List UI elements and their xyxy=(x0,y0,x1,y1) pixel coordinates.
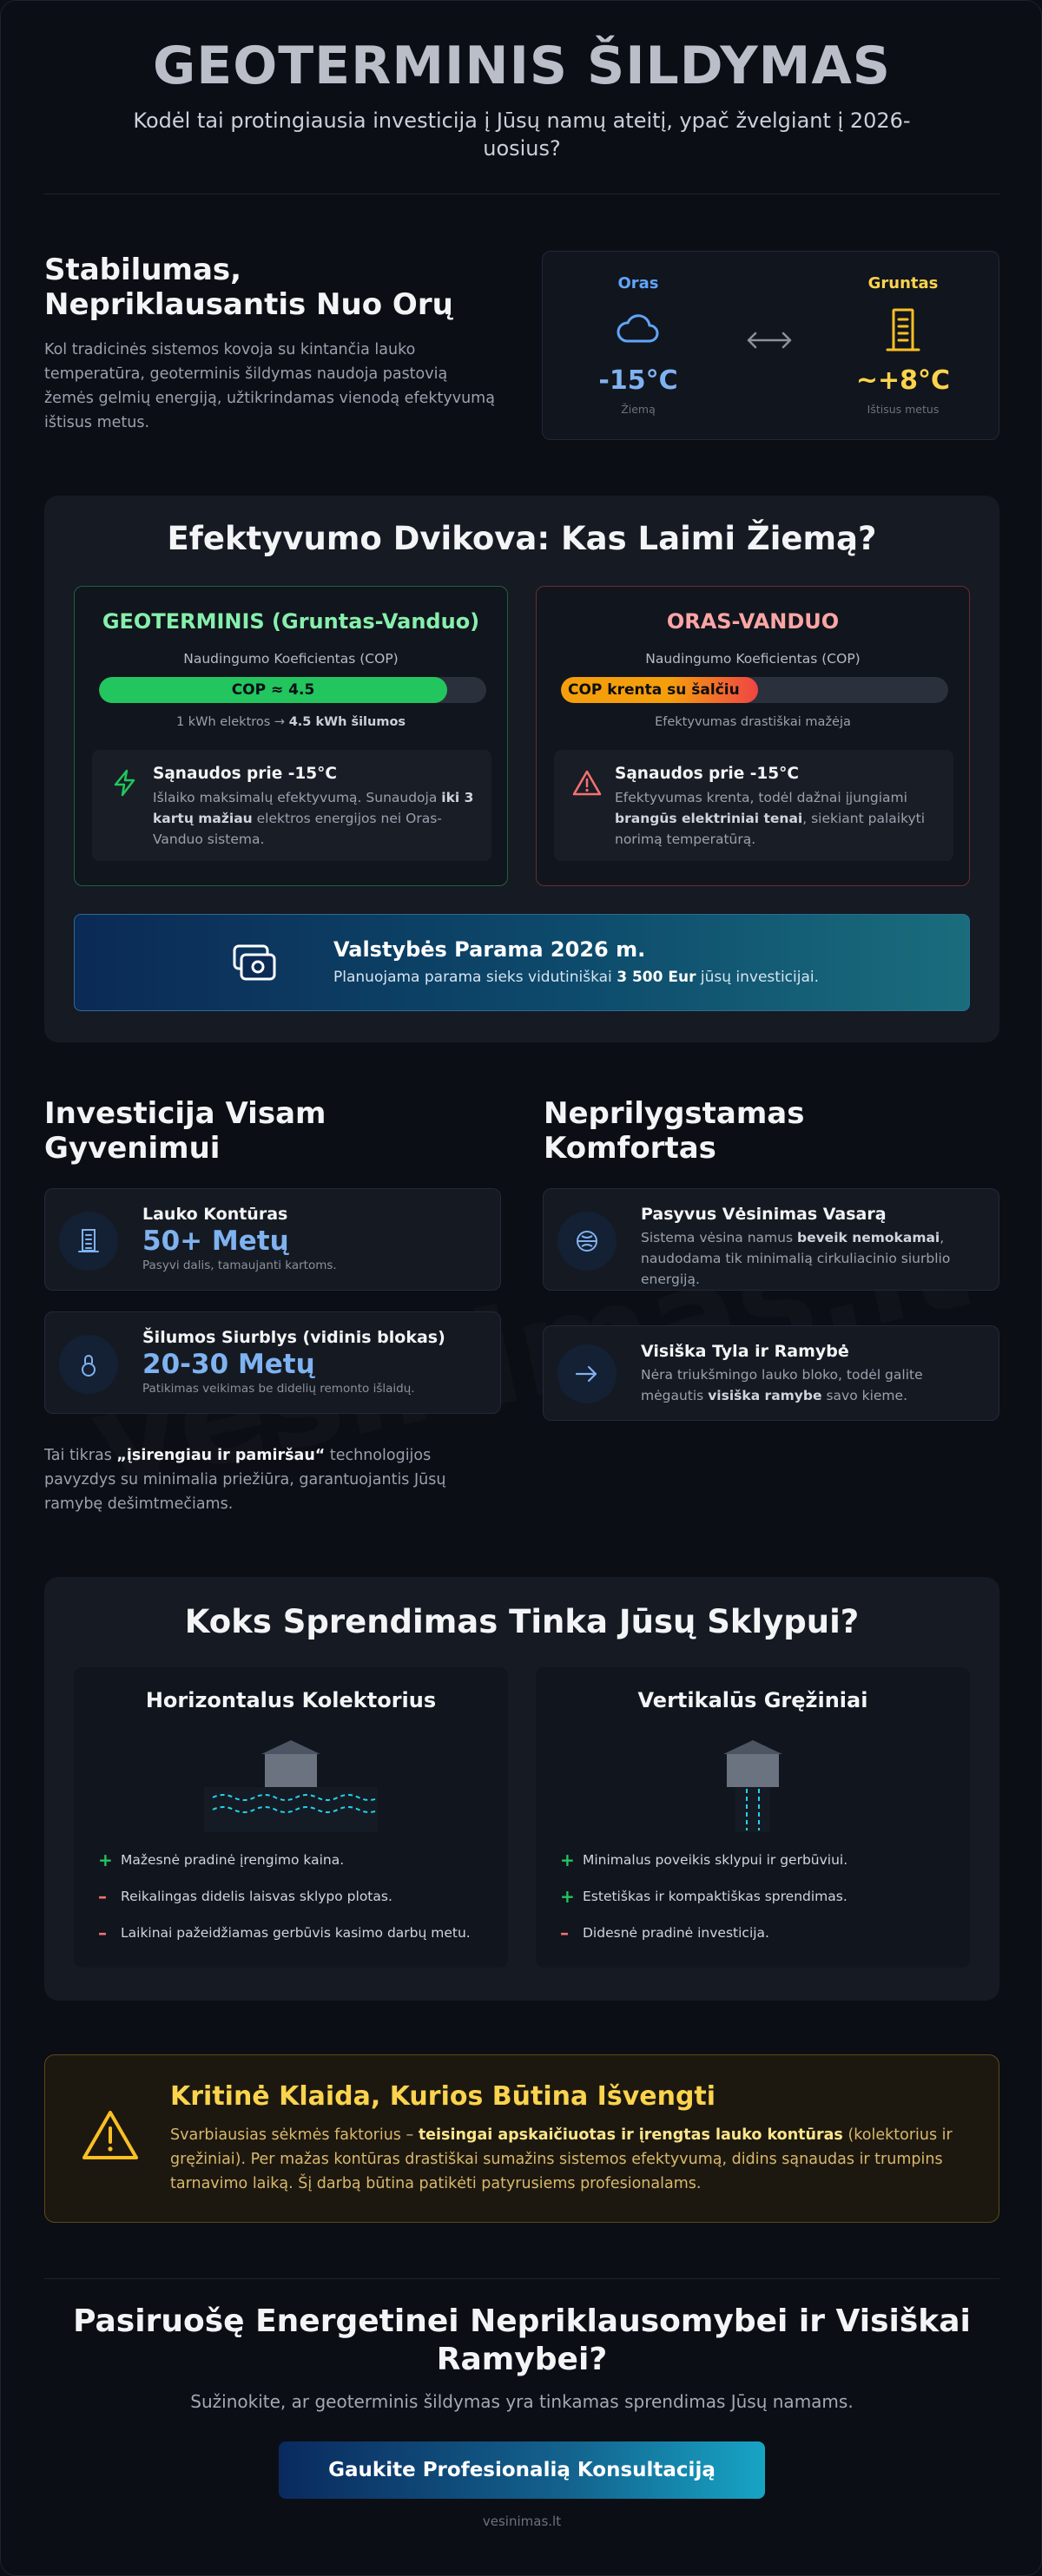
horizontal-collector-illustration xyxy=(204,1735,378,1839)
list-item: – Didesnė pradinė investicija. xyxy=(560,1922,769,1943)
geothermal-cost-box xyxy=(92,750,491,861)
cta-title: Pasiruošę Energetinei Nepriklausomybei ir Visiškai Ramybei? xyxy=(73,2303,971,2377)
lifespan-item-heat-pump xyxy=(44,1311,501,1414)
solution-title: Koks Sprendimas Tinka Jūsų Sklypui? xyxy=(184,1603,860,1640)
cloud-icon xyxy=(612,305,664,357)
ground-column xyxy=(842,274,964,416)
cop-bar-text: COP ≈ 4.5 xyxy=(231,681,315,699)
duel-title: Efektyvumo Dvikova: Kas Laimi Žiemą? xyxy=(167,520,877,557)
solution-section xyxy=(44,1577,999,2001)
money-icon xyxy=(231,941,278,984)
comfort-item-text: Nėra triukšmingo lauko bloko, todėl galite mėgautis visiška ramybe savo kieme. xyxy=(641,1367,923,1403)
stability-section xyxy=(44,253,496,435)
lifespan-value: 50+ Metų xyxy=(142,1226,289,1257)
air-water-cost-title: Sąnaudos prie -15°C xyxy=(615,765,799,783)
lifespan-title: Lauko Kontūras xyxy=(142,1205,288,1224)
geothermal-cost-title: Sąnaudos prie -15°C xyxy=(153,765,337,783)
cooling-icon xyxy=(573,1227,601,1255)
cta-text: Sužinokite, ar geoterminis šildymas yra tinkamas sprendimas Jūsų namams. xyxy=(190,2391,854,2412)
ground-label: Gruntas xyxy=(867,274,939,292)
comfort-title: Neprilygstamas Komfortas xyxy=(544,1096,805,1166)
air-water-title: ORAS-VANDUO xyxy=(666,609,840,634)
icon-circle xyxy=(557,1212,617,1271)
stability-title: Stabilumas, Nepriklausantis Nuo Orų xyxy=(44,253,453,322)
air-water-cost-box xyxy=(554,750,953,861)
temperature-comparison xyxy=(542,251,999,440)
lock-icon xyxy=(75,1350,102,1378)
list-item: – Laikinai pažeidžiamas gerbūvis kasimo darbų metu. xyxy=(98,1922,471,1943)
comfort-item-silence xyxy=(543,1325,999,1421)
cop-label: Naudingumo Koeficientas (COP) xyxy=(183,651,399,667)
investment-note: Tai tikras „įsirengiau ir pamiršau“ technologijos pavyzdys su minimalia priežiūra, garantuojantis Jūsų ramybę dešimtmečiams. xyxy=(44,1447,446,1513)
comfort-item-text: Sistema vėsina namus beveik nemokamai, naudodama tik minimalią cirkuliacinio siurblio energiją. xyxy=(641,1230,951,1287)
vertical-pros-cons xyxy=(560,1851,960,1961)
page-subtitle: Kodėl tai protingiausia investicija į Jūsų namų ateitį, ypač žvelgiant į 2026-uosius? xyxy=(133,108,911,161)
ground-layers-icon xyxy=(75,1227,102,1255)
air-column xyxy=(577,274,699,416)
state-aid-title: Valstybės Parama 2026 m. xyxy=(333,937,646,962)
lifespan-sub: Pasyvi dalis, tamaujanti kartoms. xyxy=(142,1258,337,1272)
divider xyxy=(44,2278,999,2279)
lifespan-sub: Patikimas veikimas be didelių remonto išlaidų. xyxy=(142,1382,415,1396)
icon-circle xyxy=(59,1335,118,1394)
icon-circle xyxy=(59,1212,118,1271)
air-water-card xyxy=(536,586,970,886)
horizontal-title: Horizontalus Kolektorius xyxy=(145,1688,437,1712)
air-temp: -15°C xyxy=(598,365,678,396)
cop-bar xyxy=(561,677,948,703)
cop-bar xyxy=(99,677,486,703)
critical-warning xyxy=(44,2054,999,2223)
vertical-boreholes-card xyxy=(536,1667,970,1968)
vertical-title: Vertikalūs Gręžiniai xyxy=(637,1688,868,1712)
cop-label: Naudingumo Koeficientas (COP) xyxy=(645,651,861,667)
warning-text: Svarbiausias sėkmės faktorius – teisingai apskaičiuotas ir įrengtas lauko kontūras (kolektorius ir gręžiniai). Per mažas kontūras drastiškai sumažins sistemos efektyvumą, didins sąnaudas ir trumpins tarnavimo laiką. Šį darbą būtina patikėti patyrusiems profesionalams. xyxy=(170,2126,953,2192)
consultation-button[interactable]: Gaukite Profesionalią Konsultaciją xyxy=(279,2441,765,2499)
state-aid-banner xyxy=(74,914,970,1011)
investment-title: Investicija Visam Gyvenimui xyxy=(44,1096,326,1166)
lifespan-value: 20-30 Metų xyxy=(142,1349,315,1380)
list-item: + Minimalus poveikis sklypui ir gerbūviui. xyxy=(560,1850,848,1870)
ground-layers-icon xyxy=(877,305,929,357)
site-footer-link[interactable]: vesinimas.lt xyxy=(482,2514,562,2529)
geothermal-title: GEOTERMINIS (Gruntas-Vanduo) xyxy=(102,609,480,634)
header xyxy=(44,36,999,162)
warning-triangle-icon xyxy=(80,2107,141,2163)
arrows-left-right-icon xyxy=(743,325,795,356)
lifespan-item-outdoor-loop xyxy=(44,1188,501,1291)
stability-text: Kol tradicinės sistemos kovoja su kintančia lauko temperatūra, geoterminis šildymas naudoja pastovią žemės gelmių energiją, užtikrindamas vienodą efektyvumą ištisus metus. xyxy=(44,341,495,431)
warning-title: Kritinė Klaida, Kurios Būtina Išvengti xyxy=(170,2081,716,2112)
air-sub: Žiemą xyxy=(621,403,656,416)
cop-note: 1 kWh elektros → 4.5 kWh šilumos xyxy=(175,715,406,729)
warning-triangle-icon xyxy=(571,767,603,798)
lightning-icon xyxy=(109,767,141,798)
list-item: + Estetiškas ir kompaktiškas sprendimas. xyxy=(560,1886,847,1907)
air-label: Oras xyxy=(617,274,659,292)
state-aid-text: Planuojama parama sieks vidutiniškai 3 500 Eur jūsų investicijai. xyxy=(333,969,820,986)
vertical-boreholes-illustration xyxy=(666,1735,840,1839)
list-item: + Mažesnė pradinė įrengimo kaina. xyxy=(98,1850,345,1870)
cop-note: Efektyvumas drastiškai mažėja xyxy=(655,715,851,729)
horizontal-pros-cons xyxy=(98,1851,498,1961)
list-item: – Reikalingas didelis laisvas sklypo plotas. xyxy=(98,1886,392,1907)
ground-sub: Ištisus metus xyxy=(867,403,940,416)
arrow-right-icon xyxy=(573,1360,601,1388)
comfort-item-passive-cooling xyxy=(543,1188,999,1291)
geothermal-cost-text: Išlaiko maksimalų efektyvumą. Sunaudoja iki 3 kartų mažiau elektros energijos nei Oras-Vanduo sistema. xyxy=(153,790,474,847)
icon-circle xyxy=(557,1344,617,1403)
geothermal-card xyxy=(74,586,508,886)
lifespan-title: Šilumos Siurblys (vidinis blokas) xyxy=(142,1328,445,1347)
cop-bar-text: COP krenta su šalčiu xyxy=(568,681,740,699)
efficiency-duel-section xyxy=(44,496,999,1042)
ground-temp: ~+8°C xyxy=(855,365,951,396)
comfort-item-title: Visiška Tyla ir Ramybė xyxy=(641,1342,849,1361)
page-title: GEOTERMINIS ŠILDYMAS xyxy=(152,36,892,96)
horizontal-collector-card xyxy=(74,1667,508,1968)
air-water-cost-text: Efektyvumas krenta, todėl dažnai įjungiami brangūs elektriniai tenai, siekiant palaikyti norimą temperatūrą. xyxy=(615,790,926,847)
comfort-item-title: Pasyvus Vėsinimas Vasarą xyxy=(641,1205,887,1224)
